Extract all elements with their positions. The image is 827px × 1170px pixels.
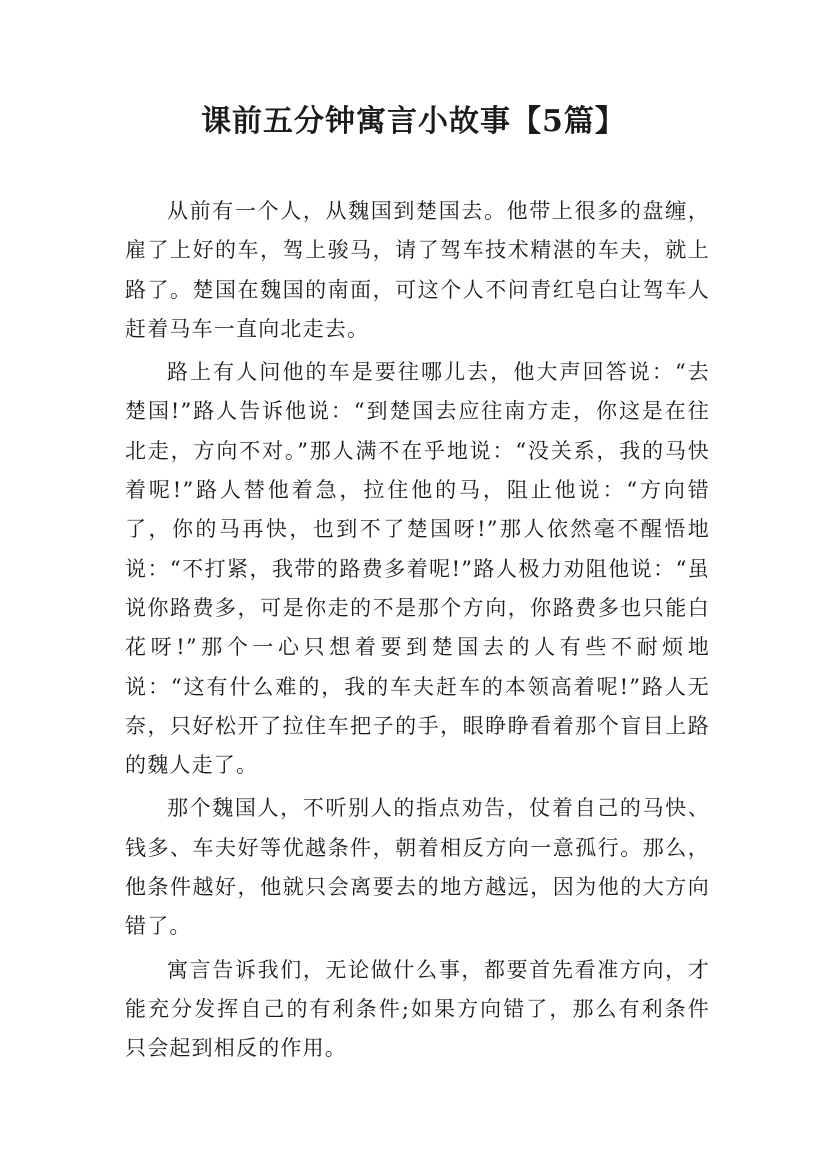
paragraph-3: 那个魏国人，不听别人的指点劝告，仗着自己的马快、钱多、车夫好等优越条件，朝着相反方向一意孤行。那么，他条件越好，他就只会离要去的地方越远，因为他的大方向错了。 [125,796,710,939]
document-body [125,192,710,1073]
document-title: 课前五分钟寓言小故事【5篇】 [201,104,626,139]
paragraph-1: 从前有一个人，从魏国到楚国去。他带上很多的盘缠，雇了上好的车，驾上骏马，请了驾车技术精湛的车夫，就上路了。楚国在魏国的南面，可这个人不问青红皂白让驾车人赶着马车一直向北走去。 [125,199,710,341]
paragraph-4: 寓言告诉我们，无论做什么事，都要首先看准方向，才能充分发挥自己的有利条件;如果方向错了，那么有利条件只会起到相反的作用。 [125,957,710,1061]
paragraph-2: 路上有人问他的车是要往哪儿去，他大声回答说：“去楚国!”路人告诉他说：“到楚国去应往南方走，你这是在往北走，方向不对。”那人满不在乎地说：“没关系，我的马快着呢!”路人替他着急，拉住他的马，阻止他说：“方向错了，你的马再快，也到不了楚国呀!”那人依然毫不醒悟地说：“不打紧，我带的路费多着呢!”路人极力劝阻他说：“虽说你路费多，可是你走的不是那个方向，你路费多也只能白花呀!”那个一心只想着要到楚国去的人有些不耐烦地说：“这有什么难的，我的车夫赶车的本领高着呢!”路人无奈，只好松开了拉住车把子的手，眼睁睁看着那个盲目上路的魏人走了。 [125,360,710,778]
